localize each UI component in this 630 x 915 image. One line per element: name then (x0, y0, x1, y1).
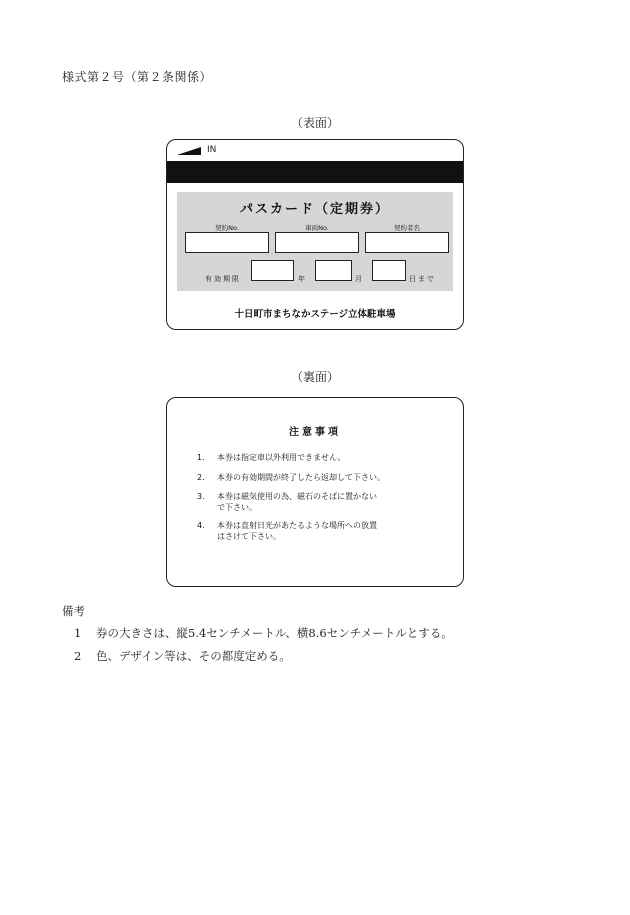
day-until-label: 日まで (409, 275, 436, 283)
insert-direction-text: IN (207, 145, 217, 155)
contractor-name-label: 契約者名 (394, 224, 420, 232)
remark-item: 1 券の大きさは、縦5.4センチメートル、横8.6センチメートルとする。 (74, 626, 453, 640)
vehicle-no-field (275, 232, 359, 253)
contract-no-label: 契約No. (215, 224, 239, 232)
card-title: パスカード（定期券） (239, 202, 390, 217)
vehicle-no-label: 車両No. (305, 224, 329, 232)
remark-item: 2 色、デザイン等は、その都度定める。 (74, 649, 291, 663)
expiry-year-box (251, 260, 294, 281)
back-side-label: （裏面） (290, 370, 339, 384)
expiry-day-box (372, 260, 406, 281)
front-side-label: （表面） (290, 116, 339, 130)
pass-card-back: 注意事項 1. 本券は指定車以外利用できません。 2. 本券の有効期間が終了したら返却して下さい。 3. 本券は磁気使用の為、磁石のそばに置かない で下さい。 4. 本券は直射日光があたるような場所への放置 はさけて下さい。 (166, 397, 464, 587)
form-title: 様式第２号（第２条関係） (62, 70, 213, 84)
magnetic-stripe (167, 161, 463, 183)
card-info-panel (177, 192, 453, 291)
pass-card-front (166, 139, 464, 330)
remarks-title: 備考 (62, 604, 85, 618)
month-label: 月 (355, 275, 362, 283)
contractor-name-field (365, 232, 449, 253)
contract-no-field (185, 232, 269, 253)
facility-name: 十日町市まちなかステージ立体駐車場 (234, 309, 396, 320)
expiry-label: 有効期限 (205, 275, 241, 283)
notes-title: 注意事項 (289, 427, 341, 438)
insert-arrow-icon (177, 147, 201, 155)
year-label: 年 (298, 275, 305, 283)
expiry-month-box (315, 260, 352, 281)
